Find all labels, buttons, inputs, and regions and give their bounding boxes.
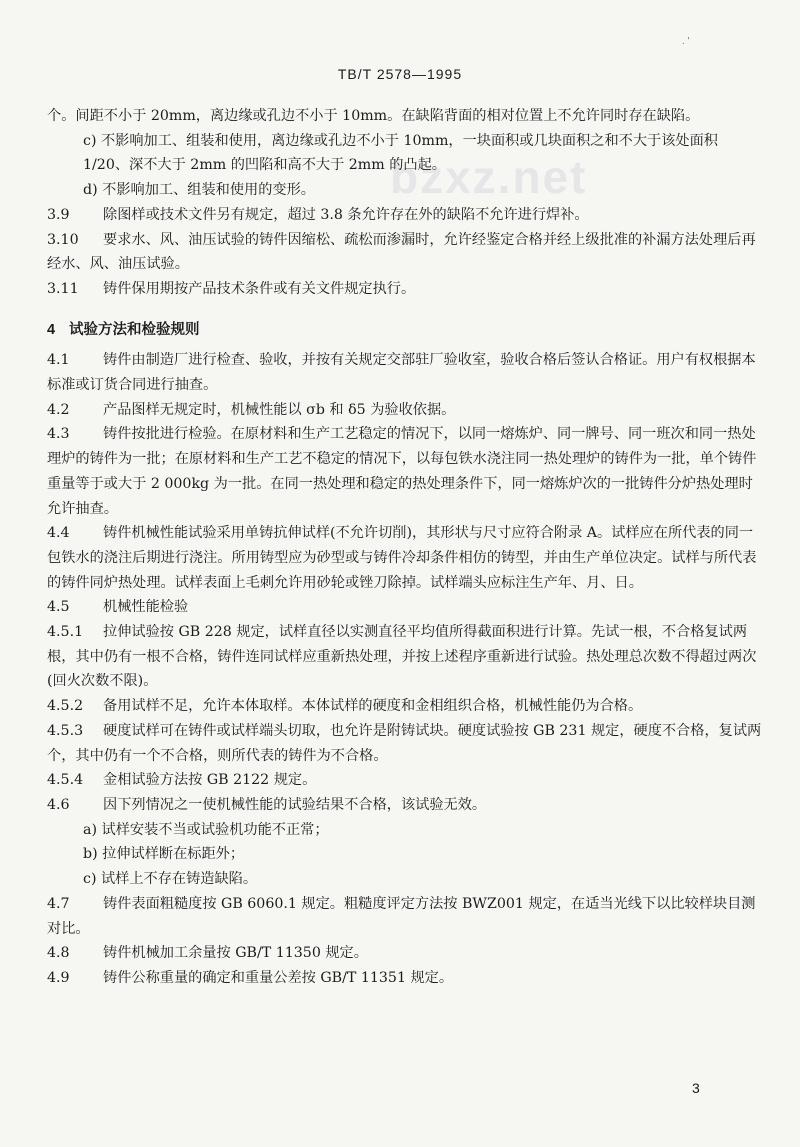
scan-mark: . ' — [682, 36, 690, 47]
clause-text: 金相试验方法按 GB 2122 规定。 — [103, 772, 317, 789]
clause-3-10 — [47, 228, 763, 277]
clause-4-5-3 — [47, 719, 763, 768]
continuation-paragraph: 个。间距不小于 20mm，离边缘或孔边不小于 10mm。在缺陷背面的相对位置上不允许同时存在缺陷。 — [47, 108, 700, 124]
clause-4-4 — [47, 521, 763, 595]
clause-number: 4.5.3 — [47, 722, 84, 739]
clause-text: 除图样或技术文件另有规定，超过 3.8 条允许存在外的缺陷不允许进行焊补。 — [103, 206, 589, 223]
clause-number: 4.6 — [47, 796, 70, 813]
page-number: 3 — [692, 1080, 700, 1096]
clause-number: 3.11 — [47, 280, 79, 297]
clause-4-3 — [47, 422, 763, 521]
clause-text: 备用试样不足，允许本体取样。本体试样的硬度和金相组织合格，机械性能仍为合格。 — [103, 698, 643, 715]
clause-number: 4.3 — [47, 426, 70, 443]
standard-header: TB/T 2578—1995 — [337, 66, 463, 82]
item-4-6-a: a) 试样安装不当或试验机功能不正常； — [83, 821, 329, 838]
clause-text: 铸件公称重量的确定和重量公差按 GB/T 11351 规定。 — [103, 969, 454, 986]
watermark: bzxz.net — [390, 151, 588, 203]
item-4-6-b: b) 拉伸试样断在标距外； — [83, 846, 245, 863]
clause-text: 机械性能检验 — [103, 599, 189, 616]
clause-number: 4.1 — [47, 352, 70, 369]
clause-text: 铸件保用期按产品技术条件或有关文件规定执行。 — [103, 280, 416, 297]
clause-number: 4.5 — [47, 599, 70, 616]
clause-4-7 — [47, 892, 763, 941]
clause-number: 3.9 — [47, 206, 70, 223]
clause-text: 产品图样无规定时，机械性能以 σb 和 δ5 为验收依据。 — [103, 401, 456, 418]
clause-text: 铸件按批进行检验。在原材料和生产工艺稳定的情况下，以同一熔炼炉、同一牌号、同一班次和同一热处理炉的铸件为一批；在原材料和生产工艺不稳定的情况下，以每包铁水浇注同一热处理炉的铸件为一批，单个铸件重量等于或大于 2 000kg 为一批。在同一热处理和稳定的热处理条件下，同一熔炼炉次的一批铸件分炉热处理时允许抽查。 — [47, 426, 757, 517]
clause-number: 3.10 — [47, 231, 79, 248]
clause-text: 铸件由制造厂进行检查、验收，并按有关规定交部驻厂验收室，验收合格后签认合格证。用户有权根据本标准或订货合同进行抽查。 — [47, 352, 756, 394]
item-c: c) 不影响加工、组装和使用，离边缘或孔边不小于 10mm，一块面积或几块面积之和不大于该处面积 1/20、深不大于 2mm 的凹陷和高不大于 2mm 的凸起。 — [83, 132, 718, 174]
clause-text: 拉伸试验按 GB 228 规定，试样直径以实测直径平均值所得截面积进行计算。先试一根，不合格复试两根，其中仍有一根不合格，铸件连同试样应重新热处理，并按上述程序重新进行试验。热处理总次数不得超过两次(回火次数不限)。 — [47, 624, 757, 690]
clause-number: 4.5.2 — [47, 698, 84, 715]
clause-number: 4.8 — [47, 945, 70, 962]
clause-text: 铸件表面粗糙度按 GB 6060.1 规定。粗糙度评定方法按 BWZ001 规定，在适当光线下以比较样块目测对比。 — [47, 895, 756, 937]
clause-4-5-4 — [47, 768, 763, 793]
clause-4-5-2 — [47, 694, 763, 719]
section-4-heading — [47, 318, 763, 343]
clause-text: 因下列情况之一使机械性能的试验结果不合格，该试验无效。 — [103, 796, 487, 813]
item-4-6-c: c) 试样上不存在铸造缺陷。 — [83, 871, 258, 888]
clause-text: 铸件机械加工余量按 GB/T 11350 规定。 — [103, 945, 368, 962]
document-body — [47, 104, 763, 991]
clause-4-9 — [47, 966, 763, 991]
clause-4-2 — [47, 398, 763, 423]
clause-number: 4.4 — [47, 525, 70, 542]
clause-text: 硬度试样可在铸件或试样端头切取，也允许是附铸试块。硬度试验按 GB 231 规定，硬度不合格，复试两个，其中仍有一个不合格，则所代表的铸件为不合格。 — [47, 722, 762, 764]
clause-4-5-1 — [47, 620, 763, 694]
clause-4-5 — [47, 595, 763, 620]
clause-number: 4.2 — [47, 401, 70, 418]
clause-text: 要求水、风、油压试验的铸件因缩松、疏松而渗漏时，允许经鉴定合格并经上级批准的补漏方法处理后再经水、风、油压试验。 — [47, 231, 756, 273]
section-title: 试验方法和检验规则 — [69, 321, 200, 338]
clause-number: 4.9 — [47, 969, 70, 986]
clause-3-11 — [47, 277, 763, 302]
clause-4-1 — [47, 348, 763, 397]
clause-4-8 — [47, 941, 763, 966]
clause-text: 铸件机械性能试验采用单铸抗伸试样(不允许切削)，其形状与尺寸应符合附录 A。试样应在所代表的同一包铁水的浇注后期进行浇注。所用铸型应为砂型或与铸件冷却条件相仿的铸型，并由生产单位决定。试样与所代表的铸件同炉热处理。试样表面上毛刺允许用砂轮或锉刀除掉。试样端头应标注生产年、月、日。 — [47, 525, 757, 591]
clause-number: 4.5.1 — [47, 624, 84, 641]
item-d: d) 不影响加工、组装和使用的变形。 — [83, 182, 315, 199]
clause-3-9 — [47, 203, 763, 228]
clause-number: 4.7 — [47, 895, 70, 912]
clause-number: 4.5.4 — [47, 772, 84, 789]
clause-4-6 — [47, 793, 763, 818]
section-number: 4 — [47, 321, 56, 338]
